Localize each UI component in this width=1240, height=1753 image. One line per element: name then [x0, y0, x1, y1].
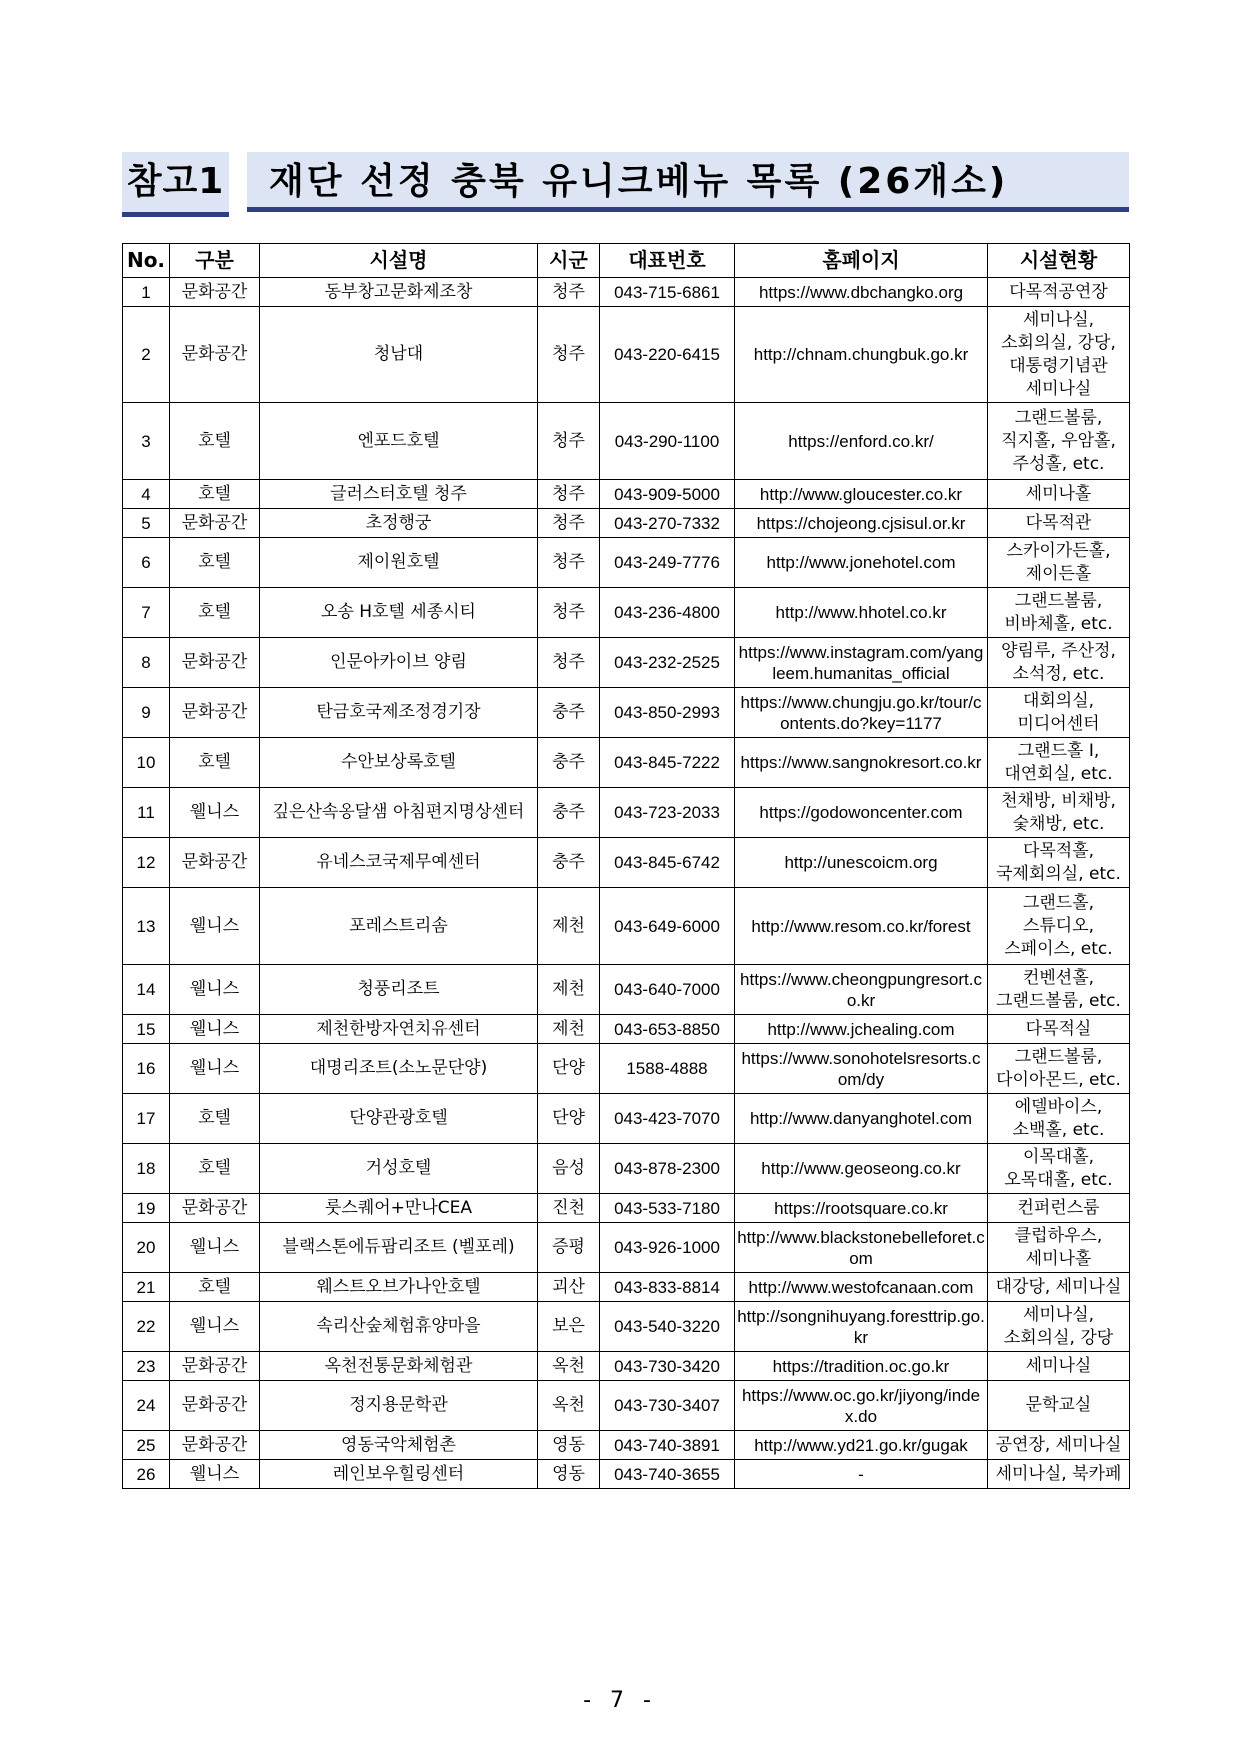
- table-row: [123, 1144, 1130, 1194]
- cell-facilities: 세미나홀: [988, 480, 1130, 509]
- cell-category: 문화공간: [170, 838, 260, 888]
- cell-category: 문화공간: [170, 1431, 260, 1460]
- cell-facility-name: 수안보상록호텔: [260, 738, 538, 788]
- cell-no: 5: [123, 509, 170, 538]
- cell-city: 청주: [538, 538, 600, 588]
- cell-phone: 043-220-6415: [600, 307, 735, 403]
- cell-city: 충주: [538, 738, 600, 788]
- cell-city: 제천: [538, 888, 600, 965]
- cell-facility-name: 인문아카이브 양림: [260, 638, 538, 688]
- cell-homepage[interactable]: http://www.gloucester.co.kr: [735, 480, 988, 509]
- col-header-homepage: 홈페이지: [735, 244, 988, 278]
- cell-city: 충주: [538, 838, 600, 888]
- cell-category: 웰니스: [170, 888, 260, 965]
- cell-facility-name: 오송 H호텔 세종시티: [260, 588, 538, 638]
- cell-facilities: 그랜드홀 I, 대연회실, etc.: [988, 738, 1130, 788]
- cell-facility-name: 거성호텔: [260, 1144, 538, 1194]
- table-row: [123, 480, 1130, 509]
- cell-facility-name: 청풍리조트: [260, 965, 538, 1015]
- cell-no: 22: [123, 1302, 170, 1352]
- page-number: - 7 -: [583, 1688, 657, 1713]
- cell-phone: 043-249-7776: [600, 538, 735, 588]
- cell-phone: 043-845-7222: [600, 738, 735, 788]
- cell-category: 호텔: [170, 1094, 260, 1144]
- cell-facilities: 대회의실, 미디어센터: [988, 688, 1130, 738]
- cell-no: 2: [123, 307, 170, 403]
- table-row: [123, 278, 1130, 307]
- cell-facilities: 공연장, 세미나실: [988, 1431, 1130, 1460]
- cell-category: 호텔: [170, 480, 260, 509]
- cell-no: 26: [123, 1460, 170, 1489]
- cell-homepage[interactable]: https://www.cheongpungresort.co.kr: [735, 965, 988, 1015]
- cell-no: 25: [123, 1431, 170, 1460]
- cell-no: 10: [123, 738, 170, 788]
- cell-category: 웰니스: [170, 965, 260, 1015]
- cell-city: 청주: [538, 278, 600, 307]
- cell-homepage[interactable]: http://www.blackstonebelleforet.com: [735, 1223, 988, 1273]
- cell-homepage[interactable]: http://chnam.chungbuk.go.kr: [735, 307, 988, 403]
- cell-facility-name: 초정행궁: [260, 509, 538, 538]
- cell-phone: 043-845-6742: [600, 838, 735, 888]
- cell-homepage[interactable]: http://unescoicm.org: [735, 838, 988, 888]
- table-row: [123, 509, 1130, 538]
- cell-phone: 043-833-8814: [600, 1273, 735, 1302]
- cell-phone: 043-640-7000: [600, 965, 735, 1015]
- cell-city: 진천: [538, 1194, 600, 1223]
- cell-phone: 043-878-2300: [600, 1144, 735, 1194]
- cell-category: 호텔: [170, 588, 260, 638]
- table-row: [123, 1094, 1130, 1144]
- cell-facilities: 클럽하우스, 세미나홀: [988, 1223, 1130, 1273]
- cell-phone: 043-290-1100: [600, 403, 735, 480]
- cell-category: 웰니스: [170, 1460, 260, 1489]
- cell-no: 19: [123, 1194, 170, 1223]
- venue-table: [122, 243, 1130, 1489]
- cell-no: 7: [123, 588, 170, 638]
- cell-city: 청주: [538, 307, 600, 403]
- cell-no: 9: [123, 688, 170, 738]
- cell-phone: 043-270-7332: [600, 509, 735, 538]
- cell-no: 1: [123, 278, 170, 307]
- cell-facility-name: 속리산숲체험휴양마을: [260, 1302, 538, 1352]
- cell-category: 문화공간: [170, 1194, 260, 1223]
- cell-facilities: 이목대홀, 오목대홀, etc.: [988, 1144, 1130, 1194]
- cell-no: 18: [123, 1144, 170, 1194]
- cell-category: 웰니스: [170, 1015, 260, 1044]
- cell-no: 17: [123, 1094, 170, 1144]
- cell-facility-name: 블랙스톤에듀팜리조트 (벨포레): [260, 1223, 538, 1273]
- cell-facilities: 에델바이스, 소백홀, etc.: [988, 1094, 1130, 1144]
- cell-facilities: 다목적관: [988, 509, 1130, 538]
- cell-homepage[interactable]: http://www.yd21.go.kr/gugak: [735, 1431, 988, 1460]
- cell-phone: 043-540-3220: [600, 1302, 735, 1352]
- cell-facility-name: 동부창고문화제조창: [260, 278, 538, 307]
- cell-facility-name: 글러스터호텔 청주: [260, 480, 538, 509]
- cell-phone: 043-653-8850: [600, 1015, 735, 1044]
- cell-homepage[interactable]: https://www.sonohotelsresorts.com/dy: [735, 1044, 988, 1094]
- cell-homepage[interactable]: http://www.danyanghotel.com: [735, 1094, 988, 1144]
- cell-homepage[interactable]: https://www.sangnokresort.co.kr: [735, 738, 988, 788]
- cell-facilities: 문학교실: [988, 1381, 1130, 1431]
- table-row: [123, 788, 1130, 838]
- cell-category: 호텔: [170, 1273, 260, 1302]
- cell-category: 웰니스: [170, 1044, 260, 1094]
- table-row: [123, 1431, 1130, 1460]
- cell-facilities: 세미나실, 소회의실, 강당: [988, 1302, 1130, 1352]
- cell-city: 제천: [538, 965, 600, 1015]
- page-title: 재단 선정 충북 유니크베뉴 목록 (26개소): [247, 152, 1129, 212]
- cell-city: 음성: [538, 1144, 600, 1194]
- cell-phone: 043-649-6000: [600, 888, 735, 965]
- cell-category: 호텔: [170, 738, 260, 788]
- cell-phone: 043-730-3420: [600, 1352, 735, 1381]
- cell-city: 증평: [538, 1223, 600, 1273]
- cell-phone: 043-533-7180: [600, 1194, 735, 1223]
- cell-no: 24: [123, 1381, 170, 1431]
- cell-city: 제천: [538, 1015, 600, 1044]
- cell-no: 16: [123, 1044, 170, 1094]
- cell-facilities: 그랜드홀, 스튜디오, 스페이스, etc.: [988, 888, 1130, 965]
- cell-phone: 043-232-2525: [600, 638, 735, 688]
- cell-category: 문화공간: [170, 688, 260, 738]
- table-row: [123, 965, 1130, 1015]
- cell-phone: 043-740-3891: [600, 1431, 735, 1460]
- cell-city: 보은: [538, 1302, 600, 1352]
- table-row: [123, 888, 1130, 965]
- cell-facilities: 스카이가든홀, 제이든홀: [988, 538, 1130, 588]
- cell-category: 호텔: [170, 538, 260, 588]
- table-row: [123, 1381, 1130, 1431]
- table-row: [123, 838, 1130, 888]
- cell-no: 4: [123, 480, 170, 509]
- cell-category: 웰니스: [170, 1223, 260, 1273]
- table-header-row: [123, 244, 1130, 278]
- cell-city: 충주: [538, 788, 600, 838]
- cell-no: 6: [123, 538, 170, 588]
- reference-tag: 참고1: [122, 152, 229, 217]
- cell-homepage[interactable]: http://songnihuyang.foresttrip.go.kr: [735, 1302, 988, 1352]
- cell-homepage[interactable]: https://www.dbchangko.org: [735, 278, 988, 307]
- cell-homepage[interactable]: http://www.resom.co.kr/forest: [735, 888, 988, 965]
- cell-facilities: 그랜드볼룸, 직지홀, 우암홀, 주성홀, etc.: [988, 403, 1130, 480]
- cell-homepage[interactable]: http://www.jchealing.com: [735, 1015, 988, 1044]
- cell-phone: 043-909-5000: [600, 480, 735, 509]
- col-header-phone: 대표번호: [600, 244, 735, 278]
- cell-phone: 1588-4888: [600, 1044, 735, 1094]
- table-row: [123, 688, 1130, 738]
- table-row: [123, 538, 1130, 588]
- cell-category: 웰니스: [170, 1302, 260, 1352]
- cell-facility-name: 대명리조트(소노문단양): [260, 1044, 538, 1094]
- cell-facilities: 컨퍼런스룸: [988, 1194, 1130, 1223]
- table-row: [123, 1015, 1130, 1044]
- title-row: [122, 152, 1129, 218]
- cell-no: 20: [123, 1223, 170, 1273]
- table-row: [123, 307, 1130, 403]
- cell-phone: 043-236-4800: [600, 588, 735, 638]
- table-row: [123, 1273, 1130, 1302]
- cell-phone: 043-740-3655: [600, 1460, 735, 1489]
- cell-facility-name: 단양관광호텔: [260, 1094, 538, 1144]
- table-row: [123, 1044, 1130, 1094]
- table-row: [123, 1460, 1130, 1489]
- col-header-facility-name: 시설명: [260, 244, 538, 278]
- cell-homepage[interactable]: http://www.hhotel.co.kr: [735, 588, 988, 638]
- cell-facility-name: 옥천전통문화체험관: [260, 1352, 538, 1381]
- cell-homepage: -: [735, 1460, 988, 1489]
- cell-facility-name: 정지용문학관: [260, 1381, 538, 1431]
- cell-city: 옥천: [538, 1381, 600, 1431]
- col-header-city: 시군: [538, 244, 600, 278]
- cell-homepage[interactable]: https://www.oc.go.kr/jiyong/index.do: [735, 1381, 988, 1431]
- cell-facilities: 천채방, 비채방, 숯채방, etc.: [988, 788, 1130, 838]
- cell-homepage[interactable]: https://chojeong.cjsisul.or.kr: [735, 509, 988, 538]
- cell-phone: 043-715-6861: [600, 278, 735, 307]
- cell-facilities: 다목적공연장: [988, 278, 1130, 307]
- cell-city: 청주: [538, 509, 600, 538]
- cell-no: 13: [123, 888, 170, 965]
- cell-category: 문화공간: [170, 278, 260, 307]
- cell-city: 단양: [538, 1094, 600, 1144]
- cell-facilities: 다목적실: [988, 1015, 1130, 1044]
- table-row: [123, 588, 1130, 638]
- cell-homepage[interactable]: https://www.instagram.com/yangleem.humanitas_official: [735, 638, 988, 688]
- cell-facilities: 세미나실, 북카페: [988, 1460, 1130, 1489]
- cell-homepage[interactable]: https://tradition.oc.go.kr: [735, 1352, 988, 1381]
- table-row: [123, 1352, 1130, 1381]
- cell-facility-name: 포레스트리솜: [260, 888, 538, 965]
- cell-category: 문화공간: [170, 509, 260, 538]
- cell-city: 청주: [538, 403, 600, 480]
- cell-no: 23: [123, 1352, 170, 1381]
- cell-phone: 043-730-3407: [600, 1381, 735, 1431]
- cell-facilities: 세미나실: [988, 1352, 1130, 1381]
- col-header-facilities: 시설현황: [988, 244, 1130, 278]
- cell-city: 영동: [538, 1431, 600, 1460]
- col-header-no: No.: [123, 244, 170, 278]
- cell-no: 21: [123, 1273, 170, 1302]
- cell-homepage[interactable]: https://enford.co.kr/: [735, 403, 988, 480]
- cell-city: 청주: [538, 588, 600, 638]
- cell-facilities: 컨벤션홀, 그랜드볼룸, etc.: [988, 965, 1130, 1015]
- cell-city: 옥천: [538, 1352, 600, 1381]
- cell-facilities: 대강당, 세미나실: [988, 1273, 1130, 1302]
- cell-category: 문화공간: [170, 638, 260, 688]
- cell-city: 청주: [538, 638, 600, 688]
- cell-category: 호텔: [170, 1144, 260, 1194]
- cell-category: 호텔: [170, 403, 260, 480]
- table-row: [123, 638, 1130, 688]
- cell-homepage[interactable]: http://www.westofcanaan.com: [735, 1273, 988, 1302]
- cell-no: 12: [123, 838, 170, 888]
- table-row: [123, 1194, 1130, 1223]
- cell-facilities: 다목적홀, 국제회의실, etc.: [988, 838, 1130, 888]
- cell-homepage[interactable]: http://www.geoseong.co.kr: [735, 1144, 988, 1194]
- cell-city: 영동: [538, 1460, 600, 1489]
- cell-facilities: 양림루, 주산정, 소석정, etc.: [988, 638, 1130, 688]
- cell-category: 문화공간: [170, 1352, 260, 1381]
- cell-facility-name: 청남대: [260, 307, 538, 403]
- cell-city: 단양: [538, 1044, 600, 1094]
- table-row: [123, 1302, 1130, 1352]
- cell-homepage[interactable]: https://www.chungju.go.kr/tour/contents.do?key=1177: [735, 688, 988, 738]
- cell-no: 8: [123, 638, 170, 688]
- cell-facilities: 그랜드볼룸, 비바체홀, etc.: [988, 588, 1130, 638]
- cell-category: 웰니스: [170, 788, 260, 838]
- cell-homepage[interactable]: http://www.jonehotel.com: [735, 538, 988, 588]
- cell-phone: 043-423-7070: [600, 1094, 735, 1144]
- cell-city: 괴산: [538, 1273, 600, 1302]
- col-header-category: 구분: [170, 244, 260, 278]
- cell-facility-name: 깊은산속옹달샘 아침편지명상센터: [260, 788, 538, 838]
- cell-facility-name: 웨스트오브가나안호텔: [260, 1273, 538, 1302]
- cell-facility-name: 레인보우힐링센터: [260, 1460, 538, 1489]
- table-row: [123, 1223, 1130, 1273]
- cell-no: 3: [123, 403, 170, 480]
- cell-no: 11: [123, 788, 170, 838]
- cell-facility-name: 영동국악체험촌: [260, 1431, 538, 1460]
- cell-no: 14: [123, 965, 170, 1015]
- cell-facilities: 세미나실, 소회의실, 강당, 대통령기념관 세미나실: [988, 307, 1130, 403]
- cell-facility-name: 제이원호텔: [260, 538, 538, 588]
- cell-homepage[interactable]: https://rootsquare.co.kr: [735, 1194, 988, 1223]
- cell-homepage[interactable]: https://godowoncenter.com: [735, 788, 988, 838]
- cell-category: 문화공간: [170, 1381, 260, 1431]
- cell-facilities: 그랜드볼룸, 다이아몬드, etc.: [988, 1044, 1130, 1094]
- cell-facility-name: 유네스코국제무예센터: [260, 838, 538, 888]
- cell-facility-name: 룻스퀘어+만나CEA: [260, 1194, 538, 1223]
- cell-phone: 043-723-2033: [600, 788, 735, 838]
- table-row: [123, 738, 1130, 788]
- cell-phone: 043-926-1000: [600, 1223, 735, 1273]
- table-row: [123, 403, 1130, 480]
- cell-phone: 043-850-2993: [600, 688, 735, 738]
- cell-city: 충주: [538, 688, 600, 738]
- cell-city: 청주: [538, 480, 600, 509]
- cell-no: 15: [123, 1015, 170, 1044]
- table-body: [123, 278, 1130, 1489]
- cell-facility-name: 엔포드호텔: [260, 403, 538, 480]
- cell-category: 문화공간: [170, 307, 260, 403]
- cell-facility-name: 제천한방자연치유센터: [260, 1015, 538, 1044]
- cell-facility-name: 탄금호국제조정경기장: [260, 688, 538, 738]
